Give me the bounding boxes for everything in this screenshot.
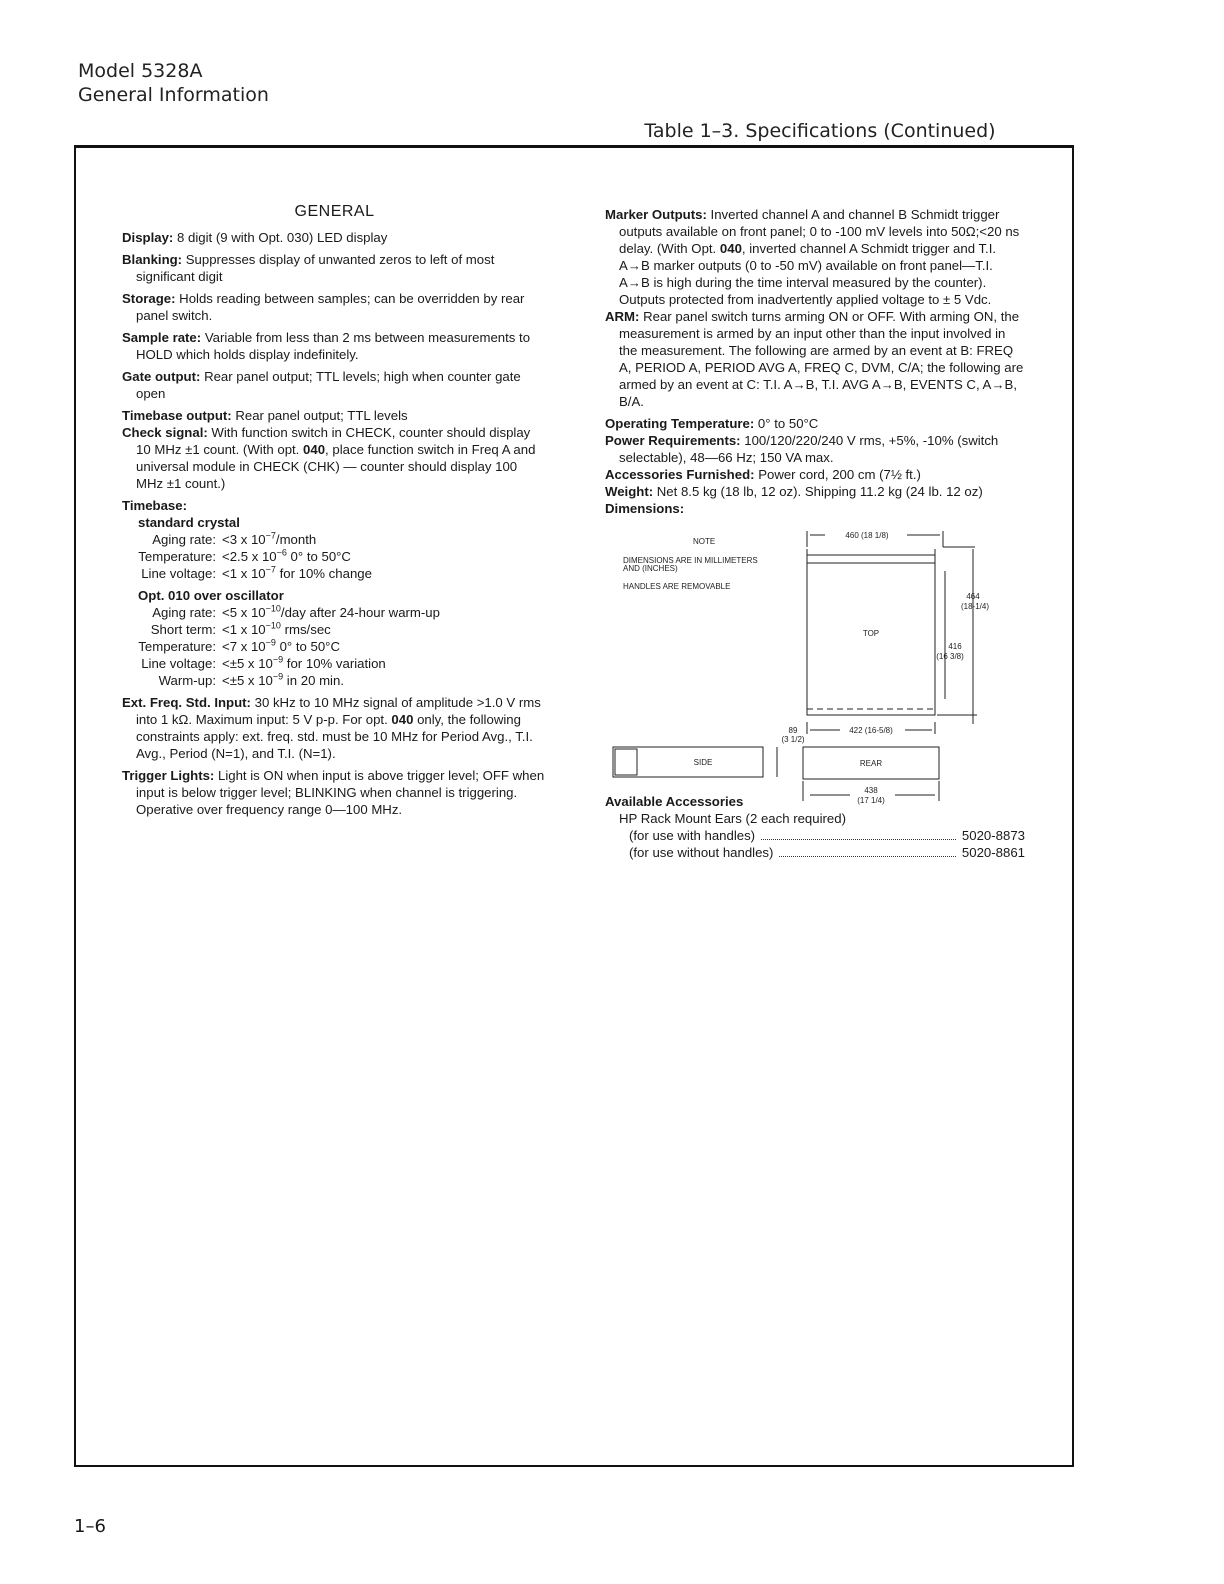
opt-010-row: [122, 621, 547, 638]
dim-note-line1: DIMENSIONS ARE IN MILLIMETERS: [623, 556, 758, 565]
standard-crystal-label: Temperature:: [138, 549, 216, 564]
available-accessories: [605, 793, 1025, 861]
opt-010-row: [122, 638, 547, 655]
opt-010-label: Warm-up:: [158, 673, 216, 688]
top-view-rect: [807, 563, 935, 715]
page-number: 1–6: [74, 1516, 106, 1537]
dim-422: 422 (16-5/8): [849, 726, 893, 735]
standard-crystal-value: <2.5 x $10^{-6}$ 0° to 50°C: [222, 547, 351, 564]
power-spec: Power Requirements: 100/120/220/240 V rms, +5%, -10% (switch selectable), 48—66 Hz; 150 VA max.: [605, 433, 999, 465]
dim-89: 89: [788, 726, 798, 735]
opt-010-rows: [122, 604, 547, 689]
accessory-rows: [605, 827, 1025, 861]
dim-438-in: (17 1/4): [857, 796, 885, 805]
gate-output-spec: Gate output: Rear panel output; TTL levels; high when counter gate open: [122, 369, 521, 401]
standard-crystal-row: [122, 565, 547, 582]
opt-010-label: Short term:: [150, 622, 216, 637]
display-spec: Display: 8 digit (9 with Opt. 030) LED display: [122, 230, 388, 245]
sample-rate-spec: Sample rate: Variable from less than 2 ms between measurements to HOLD which holds display indefinitely.: [122, 330, 531, 362]
dim-464-in: (18-1/4): [960, 602, 990, 611]
standard-crystal-row: [122, 548, 547, 565]
accessory-part-number: 5020-8873: [961, 828, 1025, 843]
rack-mount-ears: HP Rack Mount Ears (2 each required): [619, 811, 846, 826]
weight-spec: Weight: Net 8.5 kg (18 lb, 12 oz). Shipping 11.2 kg (24 lb. 12 oz): [605, 484, 983, 499]
accessory-row: [629, 827, 1025, 844]
opt-010-value: <7 x $10^{-9}$ 0° to 50°C: [222, 637, 340, 654]
dim-464: 464: [966, 592, 980, 601]
standard-crystal-row: [122, 531, 547, 548]
dim-89-in: (3 1/2): [781, 735, 805, 744]
accessory-desc: (for use with handles): [629, 828, 756, 843]
dim-416: 416: [948, 642, 962, 651]
dimensions-label: Dimensions:: [605, 501, 685, 516]
top-label: TOP: [862, 629, 880, 638]
timebase-label: Timebase:: [122, 498, 187, 513]
opt-010-row: [122, 655, 547, 672]
operating-temp-spec: Operating Temperature: 0° to 50°C: [605, 416, 819, 431]
table-title: Table 1–3. Specifications (Continued): [644, 120, 996, 142]
accessory-row: [629, 844, 1025, 861]
general-column: [122, 203, 547, 823]
accessories-furnished-spec: Accessories Furnished: Power cord, 200 cm (7½ ft.): [605, 467, 921, 482]
timebase-output-spec: Timebase output: Rear panel output; TTL levels: [122, 408, 408, 423]
opt-010-value: <1 x $10^{-10}$ rms/sec: [222, 620, 331, 637]
marker-outputs-spec: Marker Outputs: Inverted channel A and channel B Schmidt trigger outputs available on front panel; 0 to -100 mV levels into 50Ω;<20 ns delay. (With Opt. 040, inverted channel A Schmidt trigger and T.I. A→B marker outputs (0 to -50 mV) available on front panel—T.I. A→B is high during the time interval measured by the counter). Outputs protected from inadvertently applied voltage to ± 5 Vdc.: [605, 207, 1020, 307]
dim-note-line2: AND (INCHES): [623, 564, 678, 573]
side-label: SIDE: [693, 758, 713, 767]
section-header: General Information: [78, 84, 269, 106]
accessory-part-number: 5020-8861: [961, 845, 1025, 860]
accessory-desc: (for use without handles): [629, 845, 774, 860]
ext-freq-spec: Ext. Freq. Std. Input: 30 kHz to 10 MHz signal of amplitude >1.0 V rms into 1 kΩ. Maximum input: 5 V p-p. For opt. 040 only, the following constraints apply: ext. freq. std. must be 10 MHz for Period Avg., T.I. Avg., Period (N=1), and T.I. (N=1).: [122, 695, 541, 761]
timebase-spec: [122, 497, 547, 689]
opt-010-value: <±5 x $10^{-9}$ for 10% variation: [222, 654, 386, 671]
right-column: [605, 206, 1025, 861]
blanking-spec: Blanking: Suppresses display of unwanted zeros to left of most significant digit: [122, 252, 495, 284]
opt-010-row: [122, 672, 547, 689]
standard-crystal-value: <1 x $10^{-7}$ for 10% change: [222, 564, 372, 581]
standard-crystal-rows: [122, 531, 547, 582]
standard-crystal-title: standard crystal: [138, 515, 240, 530]
general-title: GENERAL: [294, 203, 375, 220]
opt-010-value: <5 x $10^{-10}$/day after 24-hour warm-up: [222, 603, 440, 620]
leader-dots: [761, 827, 956, 840]
opt-010-title: Opt. 010 over oscillator: [138, 588, 284, 603]
standard-crystal-label: Line voltage:: [141, 566, 216, 581]
arm-spec: ARM: Rear panel switch turns arming ON or OFF. With arming ON, the measurement is armed by an input other than the input involved in the measurement. The following are armed by an event at B: FREQ A, PERIOD A, PERIOD AVG A, FREQ C, DVM, C/A; the following are armed by an event at C: T.I. A→B, T.I. AVG A→B, EVENTS C, A→B, B/A.: [605, 309, 1024, 409]
model-header: Model 5328A: [78, 60, 203, 82]
available-accessories-title: Available Accessories: [605, 794, 744, 809]
standard-crystal-label: Aging rate:: [152, 532, 216, 547]
side-view-rect: [613, 747, 763, 777]
check-signal-spec: Check signal: With function switch in CHECK, counter should display 10 MHz ±1 count. (With opt. 040, place function switch in Freq A and universal module in CHECK (CHK) — counter should display 100 MHz ±1 count.): [122, 425, 536, 491]
standard-crystal-value: <3 x $10^{-7}$/month: [222, 530, 317, 547]
opt-010-label: Line voltage:: [141, 656, 216, 671]
opt-010-row: [122, 604, 547, 621]
dim-460: 460 (18 1/8): [845, 531, 889, 540]
dim-438: 438: [864, 786, 878, 795]
opt-010-label: Temperature:: [138, 639, 216, 654]
trigger-lights-spec: Trigger Lights: Light is ON when input is above trigger level; OFF when input is below trigger level; BLINKING when channel is triggering. Operative over frequency range 0—100 MHz.: [122, 768, 545, 817]
dim-note: NOTE: [693, 537, 716, 546]
leader-dots: [779, 844, 956, 857]
opt-010-label: Aging rate:: [152, 605, 216, 620]
opt-010-value: <±5 x $10^{-9}$ in 20 min.: [222, 671, 344, 688]
storage-spec: Storage: Holds reading between samples; can be overridden by rear panel switch.: [122, 291, 525, 323]
dim-416-in: (16 3/8): [936, 652, 964, 661]
rear-label: REAR: [859, 759, 883, 768]
dim-note-line3: HANDLES ARE REMOVABLE: [623, 582, 731, 591]
